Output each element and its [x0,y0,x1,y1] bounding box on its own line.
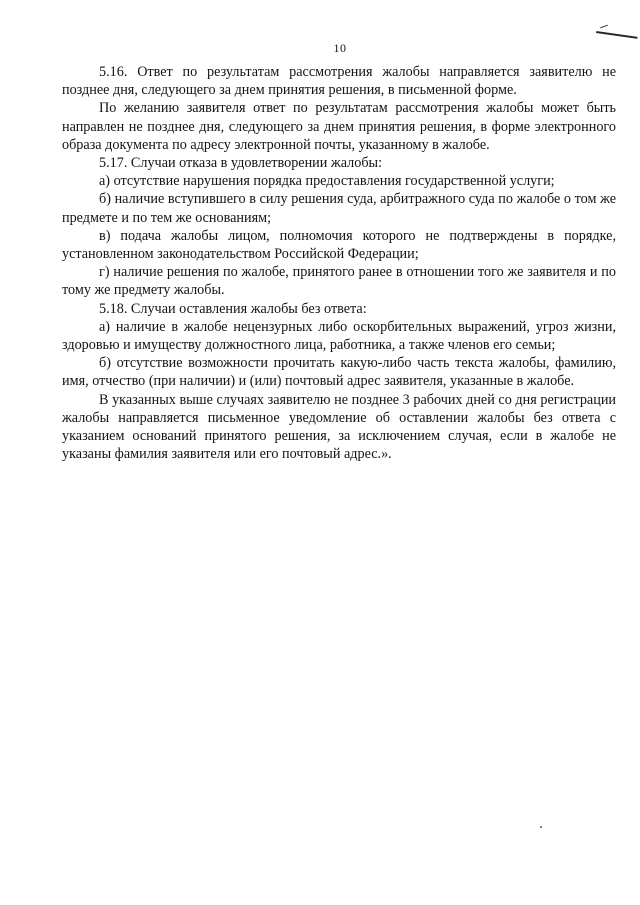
list-item-5-17-v: в) подача жалобы лицом, полномочия которого не подтверждены в порядке, установленном законодательством Российской Федерации; [62,227,616,263]
paragraph-5-18-heading: 5.18. Случаи оставления жалобы без ответа: [99,300,367,317]
list-item-5-17-a: а) отсутствие нарушения порядка предоставления государственной услуги; [99,173,555,190]
paragraph-email-response: По желанию заявителя ответ по результатам рассмотрения жалобы может быть направлен не позднее дня, следующего за днем принятия решения, в форме электронного образа документа по адресу электронной почты, указанному в жалобе. [62,100,616,153]
document-body [62,63,616,463]
paragraph-5-16: 5.16. Ответ по результатам рассмотрения жалобы направляется заявителю не позднее дня, следующего за днем принятия решения, в письменной форме. [62,64,616,99]
list-item-5-18-a: а) наличие в жалобе нецензурных либо оскорбительных выражений, угроз жизни, здоровью и имуществу должностного лица, работника, а также членов его семьи; [62,318,616,354]
paragraph-notification: В указанных выше случаях заявителю не позднее 3 рабочих дней со дня регистрации жалобы направляется письменное уведомление об оставлении жалобы без ответа с указанием оснований принятого решения, за исключением случая, если в жалобе не указаны фамилия заявителя или его почтовый адрес.». [62,391,616,463]
list-item-5-17-g: г) наличие решения по жалобе, принятого ранее в отношении того же заявителя и по тому же предмету жалобы. [62,264,616,299]
pen-stroke-mark [596,31,638,39]
pen-stroke-tip [600,25,608,29]
page-number: 10 [333,41,347,55]
paragraph-5-17-heading: 5.17. Случаи отказа в удовлетворении жалобы: [99,155,383,172]
scan-speck [540,826,542,828]
list-item-5-18-b: б) отсутствие возможности прочитать какую-либо часть текста жалобы, фамилию, имя, отчество (при наличии) и (или) почтовый адрес заявителя, указанные в жалобе. [62,355,616,390]
list-item-5-17-b: б) наличие вступившего в силу решения суда, арбитражного суда по жалобе о том же предмете и по тем же основаниям; [62,191,616,226]
